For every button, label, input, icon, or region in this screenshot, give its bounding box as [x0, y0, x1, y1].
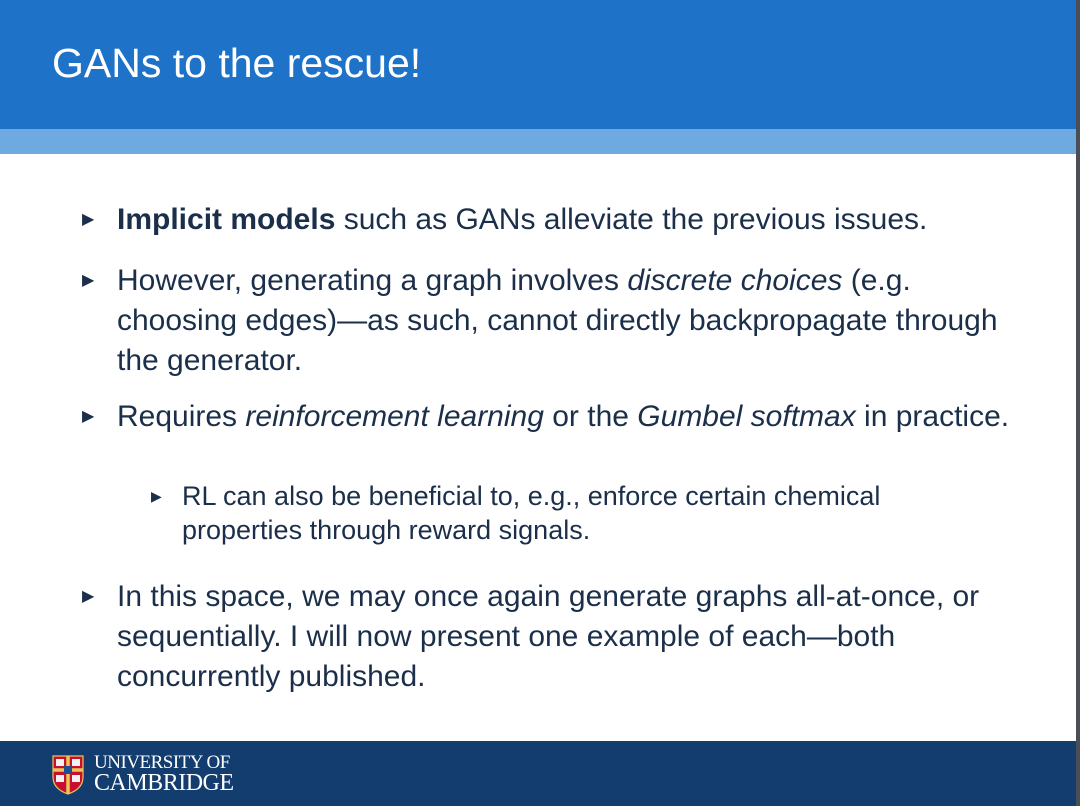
wordmark-line2: CAMBRIDGE: [94, 770, 234, 796]
bullet-discrete-choices: [82, 261, 1017, 381]
bullet-text: such as GANs alleviate the previous issues.: [335, 203, 928, 236]
university-crest-icon: [52, 755, 84, 795]
bullet-text-italic: Gumbel softmax: [637, 400, 856, 433]
sub-bullet-text: RL can also be beneficial to, e.g., enforce certain chemical properties through reward signals.: [182, 481, 881, 545]
bullet-text: Requires: [117, 400, 246, 433]
wordmark-line1: UNIVERSITY OF: [94, 752, 230, 773]
bullet-triangle-icon: ▶: [82, 272, 95, 289]
bullet-triangle-icon: ▶: [82, 588, 95, 605]
slide-title: GANs to the rescue!: [52, 40, 422, 86]
university-wordmark: [94, 752, 234, 796]
bullet-triangle-icon: ▶: [82, 408, 95, 425]
bullet-text-italic: reinforcement learning: [245, 400, 544, 433]
sub-bullet-triangle-icon: ▶: [151, 488, 162, 504]
slide-edge: [1076, 0, 1080, 806]
bullet-text-italic: discrete choices: [627, 264, 843, 297]
bullet-triangle-icon: ▶: [82, 211, 95, 228]
bullet-text: or the: [543, 400, 638, 433]
bullet-text-bold: Implicit models: [117, 203, 336, 236]
title-bar: [0, 0, 1076, 129]
bullet-text: In this space, we may once again generate graphs all-at-once, or sequentially. I will now present one example of each—both concurrently published.: [117, 580, 980, 693]
bullet-text: However, generating a graph involves: [117, 264, 628, 297]
bullet-generation-modes: [82, 577, 1017, 697]
accent-stripe: [0, 129, 1076, 154]
footer-bar: [0, 741, 1076, 806]
slide-content: [0, 154, 1076, 740]
sub-bullet-rl-benefits: [151, 479, 1002, 547]
bullet-text: (e.g. choosing edges)—as such, cannot directly backpropagate through the generator.: [117, 264, 998, 377]
bullet-reinforcement-learning: [82, 397, 1017, 437]
bullet-text: in practice.: [855, 400, 1010, 433]
bullet-implicit-models: [82, 200, 1017, 240]
